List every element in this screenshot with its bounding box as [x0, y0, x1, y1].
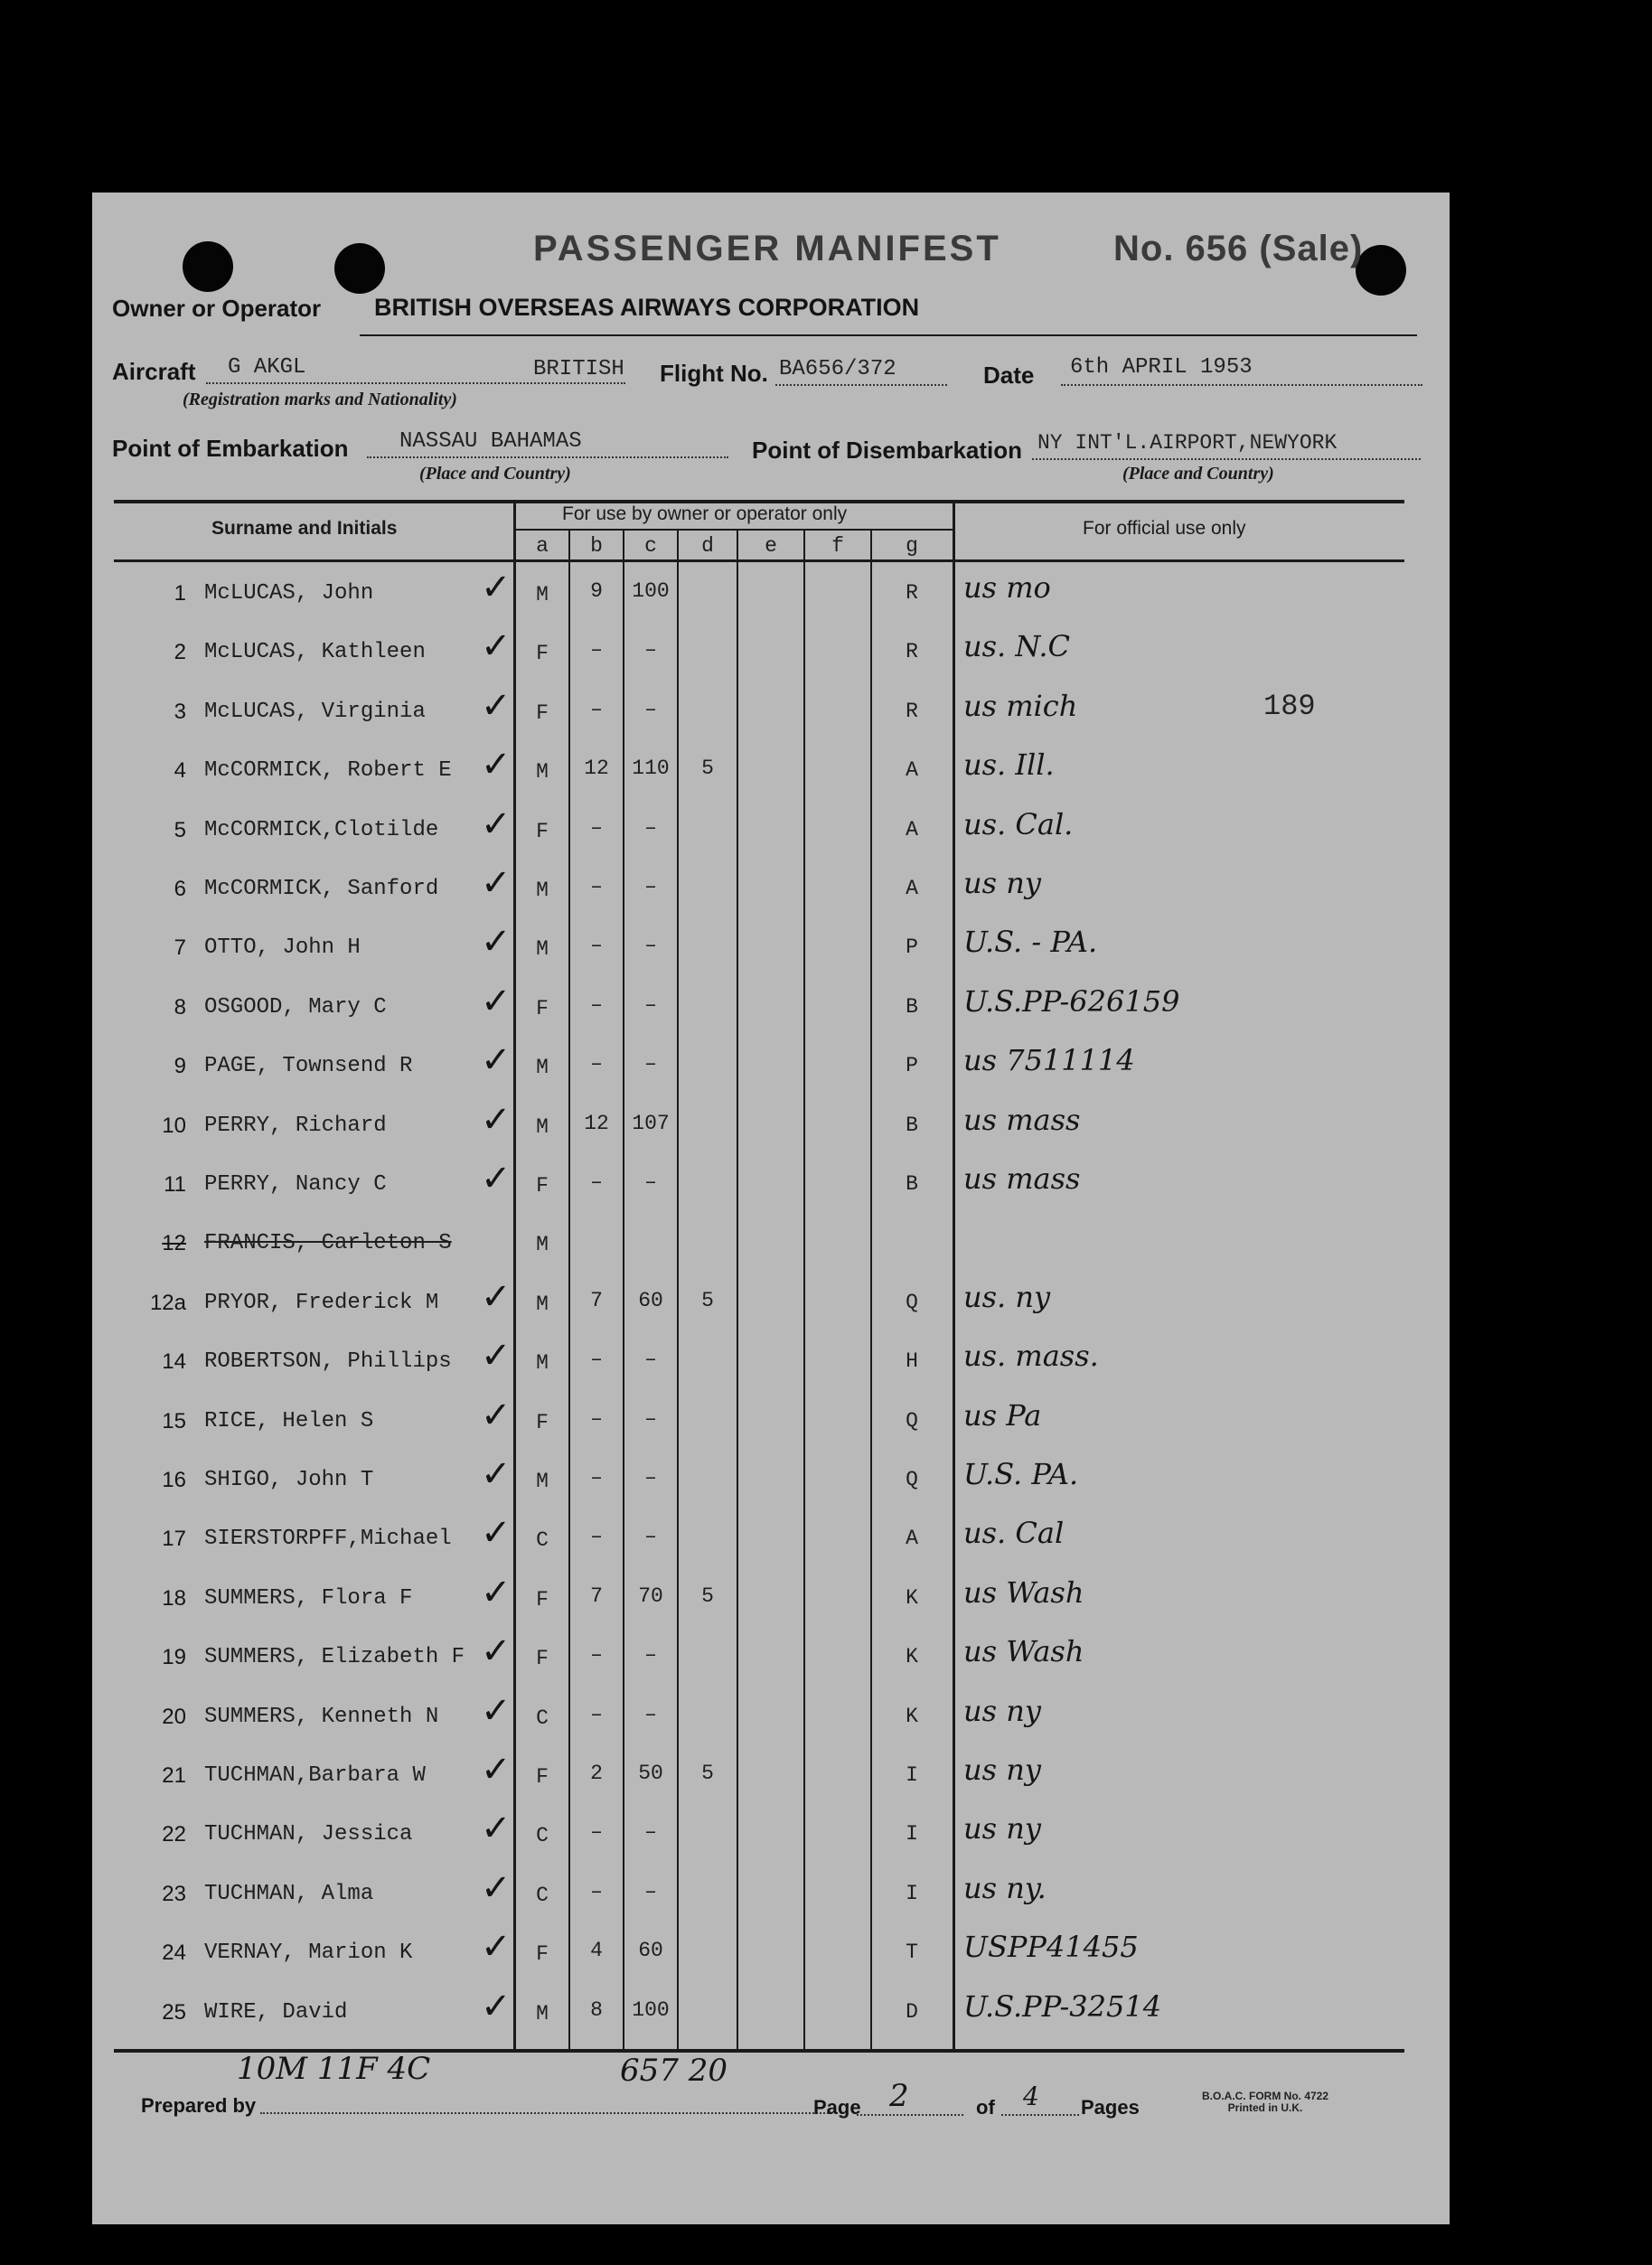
- cell-c: 110: [632, 757, 670, 780]
- cell-sex: C: [536, 1824, 549, 1847]
- cell-sex: F: [536, 1174, 549, 1198]
- passenger-name: SIERSTORPFF,Michael: [204, 1527, 452, 1551]
- passenger-name: TUCHMAN,Barbara W: [204, 1763, 426, 1788]
- cell-sex: F: [536, 997, 549, 1020]
- cell-b: 4: [590, 1939, 603, 1962]
- row-number: 10: [162, 1114, 186, 1138]
- official-note: us. mass.: [963, 1339, 1099, 1373]
- official-note: U.S. PA.: [963, 1457, 1079, 1491]
- cell-b: 2: [590, 1762, 603, 1785]
- cell-sex: C: [536, 1528, 549, 1552]
- cell-c: 60: [638, 1289, 663, 1312]
- cell-sex: F: [536, 1942, 549, 1966]
- passenger-name: WIRE, David: [204, 2000, 348, 2025]
- passenger-name: TUCHMAN, Alma: [204, 1882, 374, 1906]
- cell-b: 7: [590, 1289, 603, 1312]
- check-mark-icon: ✓: [481, 1867, 512, 1909]
- embarkation-label: Point of Embarkation: [112, 435, 349, 462]
- official-note: us mich: [963, 689, 1078, 723]
- cell-g: A: [906, 818, 918, 841]
- check-mark-icon: ✓: [481, 1335, 512, 1377]
- cell-g: I: [906, 1763, 918, 1787]
- row-number: 5: [174, 818, 186, 842]
- passenger-name: RICE, Helen S: [204, 1409, 374, 1433]
- cell-sex: M: [536, 2002, 549, 2025]
- cell-b: –: [590, 1348, 603, 1371]
- cell-b: 8: [590, 1998, 603, 2022]
- cell-c: –: [644, 638, 657, 662]
- cell-sex: M: [536, 760, 549, 784]
- cell-g: A: [906, 877, 918, 900]
- pages-label: Pages: [1081, 2096, 1140, 2119]
- cell-g: R: [906, 581, 918, 605]
- passenger-name: McCORMICK, Sanford: [204, 877, 439, 901]
- official-note: us Pa: [963, 1398, 1042, 1433]
- row-number: 8: [174, 995, 186, 1020]
- of-line: [1001, 2114, 1079, 2116]
- cell-c: –: [644, 993, 657, 1017]
- cell-sex: C: [536, 1706, 549, 1730]
- date-underline: [1061, 384, 1422, 386]
- passenger-name: OTTO, John H: [204, 935, 361, 960]
- official-note: us ny.: [963, 1871, 1047, 1905]
- col-divider: [803, 531, 805, 2051]
- passenger-name: PRYOR, Frederick M: [204, 1291, 439, 1315]
- official-note: us ny: [963, 866, 1041, 900]
- cell-c: –: [644, 1820, 657, 1844]
- check-mark-icon: ✓: [481, 1395, 512, 1436]
- cell-b: 12: [584, 757, 609, 780]
- form-line-1: B.O.A.C. FORM No. 4722: [1202, 2090, 1329, 2102]
- passenger-name: OSGOOD, Mary C: [204, 995, 387, 1020]
- passenger-name: McCORMICK,Clotilde: [204, 818, 439, 842]
- row-number: 11: [164, 1172, 186, 1197]
- official-note: us. Cal.: [963, 807, 1074, 841]
- cell-b: –: [590, 934, 603, 957]
- passenger-name: SUMMERS, Flora F: [204, 1586, 413, 1611]
- cell-sex: F: [536, 642, 549, 665]
- row-number: 12a: [149, 1291, 186, 1315]
- form-number: [1202, 2091, 1328, 2114]
- row-number: 12: [162, 1231, 186, 1255]
- passenger-name: FRANCIS, Carleton S: [204, 1231, 452, 1255]
- row-number: 22: [162, 1822, 186, 1847]
- row-number: 16: [162, 1468, 186, 1492]
- cell-g: T: [906, 1941, 918, 1964]
- cell-g: B: [906, 1114, 918, 1137]
- cell-b: –: [590, 1407, 603, 1431]
- margin-note: 189: [1263, 690, 1316, 723]
- cell-g: I: [906, 1882, 918, 1905]
- form-line-2: Printed in U.K.: [1227, 2101, 1303, 2114]
- date-label: Date: [983, 362, 1035, 389]
- cell-c: –: [644, 875, 657, 898]
- cell-d: 5: [701, 1289, 714, 1312]
- cell-sex: M: [536, 879, 549, 902]
- tally-note: 10M 11F 4C: [237, 2051, 431, 2087]
- punch-hole-center: [334, 243, 385, 294]
- cell-b: –: [590, 638, 603, 662]
- check-mark-icon: ✓: [481, 1572, 512, 1613]
- owner-underline: [360, 334, 1417, 336]
- check-mark-icon: ✓: [481, 1986, 512, 2027]
- cell-b: –: [590, 1643, 603, 1667]
- passenger-name: VERNAY, Marion K: [204, 1941, 413, 1965]
- check-mark-icon: ✓: [481, 744, 512, 785]
- cell-c: –: [644, 1407, 657, 1431]
- check-mark-icon: ✓: [481, 1690, 512, 1732]
- cell-g: A: [906, 1527, 918, 1550]
- row-number: 2: [174, 640, 186, 664]
- date-value: 6th APRIL 1953: [1070, 355, 1253, 380]
- official-note: U.S. - PA.: [963, 925, 1098, 959]
- cell-sex: M: [536, 1292, 549, 1316]
- official-note: us ny: [963, 1753, 1041, 1787]
- cell-g: Q: [906, 1468, 918, 1491]
- cell-sex: C: [536, 1884, 549, 1907]
- cell-c: 107: [632, 1112, 670, 1135]
- cell-b: –: [590, 1525, 603, 1548]
- cell-c: –: [644, 1643, 657, 1667]
- row-number: 9: [174, 1054, 186, 1078]
- passenger-name: SHIGO, John T: [204, 1468, 374, 1492]
- cell-c: 60: [638, 1939, 663, 1962]
- passenger-name: McLUCAS, John: [204, 581, 374, 606]
- passenger-name: SUMMERS, Kenneth N: [204, 1705, 439, 1729]
- cell-sex: F: [536, 1765, 549, 1789]
- of-value: 4: [1023, 2082, 1039, 2111]
- official-note: us. N.C: [963, 629, 1070, 663]
- subcol-g: g: [906, 534, 918, 558]
- punch-hole-left: [183, 241, 233, 292]
- check-mark-icon: ✓: [481, 862, 512, 904]
- row-number: 1: [174, 581, 186, 606]
- official-note: us. Cal: [963, 1516, 1065, 1550]
- official-note: us Wash: [963, 1634, 1084, 1668]
- manifest-number: No. 656 (Sale): [1113, 229, 1364, 268]
- cell-c: –: [644, 1880, 657, 1903]
- row-number: 24: [162, 1941, 186, 1965]
- of-label: of: [976, 2096, 995, 2119]
- cell-sex: M: [536, 1470, 549, 1493]
- cell-b: –: [590, 1703, 603, 1726]
- check-mark-icon: ✓: [481, 981, 512, 1022]
- cell-g: D: [906, 2000, 918, 2024]
- cell-g: K: [906, 1705, 918, 1728]
- cell-sex: M: [536, 1115, 549, 1139]
- passenger-name: PERRY, Richard: [204, 1114, 387, 1138]
- official-note: us. Ill.: [963, 747, 1055, 782]
- page-value: 2: [889, 2078, 909, 2114]
- cell-c: –: [644, 934, 657, 957]
- check-mark-icon: ✓: [481, 1453, 512, 1495]
- aircraft-sublabel: (Registration marks and Nationality): [183, 390, 457, 409]
- flight-underline: [775, 384, 947, 386]
- official-note: USPP41455: [963, 1930, 1139, 1964]
- cell-sex: F: [536, 1411, 549, 1434]
- cell-c: 100: [632, 1998, 670, 2022]
- col-divider: [953, 500, 955, 2051]
- cell-c: –: [644, 698, 657, 721]
- cell-g: B: [906, 1172, 918, 1196]
- cell-g: H: [906, 1349, 918, 1373]
- cell-sex: M: [536, 1056, 549, 1079]
- passenger-name: McCORMICK, Robert E: [204, 758, 452, 783]
- check-mark-icon: ✓: [481, 1631, 512, 1672]
- row-number: 20: [162, 1705, 186, 1729]
- subcol-c: c: [644, 534, 657, 558]
- official-note: us ny: [963, 1694, 1041, 1728]
- cell-c: –: [644, 1170, 657, 1194]
- col-header-surname: Surname and Initials: [211, 518, 398, 539]
- row-number: 14: [162, 1349, 186, 1374]
- cell-b: –: [590, 1466, 603, 1490]
- cell-d: 5: [701, 1584, 714, 1608]
- prepared-by-line: [260, 2112, 831, 2114]
- check-mark-icon: ✓: [481, 1926, 512, 1968]
- cell-c: –: [644, 1466, 657, 1490]
- col-header-owner-use: For use by owner or operator only: [562, 503, 848, 524]
- check-mark-icon: ✓: [481, 1158, 512, 1199]
- punch-hole-right: [1356, 245, 1406, 296]
- aircraft-registration: G AKGL: [228, 355, 306, 380]
- cell-c: –: [644, 816, 657, 840]
- owner-value: BRITISH OVERSEAS AIRWAYS CORPORATION: [374, 294, 920, 321]
- page-line: [857, 2114, 963, 2116]
- cell-b: –: [590, 875, 603, 898]
- cell-b: –: [590, 1820, 603, 1844]
- flight-label: Flight No.: [660, 360, 768, 387]
- aircraft-nationality: BRITISH: [533, 357, 624, 381]
- cell-sex: F: [536, 1588, 549, 1612]
- row-number: 3: [174, 700, 186, 724]
- row-number: 25: [162, 2000, 186, 2025]
- check-mark-icon: ✓: [481, 625, 512, 667]
- cell-sex: M: [536, 1351, 549, 1375]
- cell-c: 100: [632, 579, 670, 603]
- page-label: Page: [813, 2096, 861, 2119]
- cell-g: R: [906, 640, 918, 663]
- cell-b: –: [590, 1880, 603, 1903]
- cell-c: 50: [638, 1762, 663, 1785]
- cell-sex: F: [536, 820, 549, 843]
- cell-b: –: [590, 1170, 603, 1194]
- official-note: U.S.PP-32514: [963, 1989, 1162, 2024]
- cell-g: B: [906, 995, 918, 1019]
- manifest-sheet: [92, 193, 1450, 2224]
- subcol-e: e: [765, 534, 777, 558]
- cell-g: Q: [906, 1409, 918, 1433]
- cell-c: –: [644, 1052, 657, 1076]
- cell-sex: M: [536, 583, 549, 606]
- cell-g: Q: [906, 1291, 918, 1314]
- official-note: us mass: [963, 1161, 1081, 1196]
- cell-sex: M: [536, 1233, 549, 1256]
- aircraft-label: Aircraft: [112, 358, 196, 385]
- cell-sex: F: [536, 1647, 549, 1670]
- totals-note: 657 20: [620, 2053, 727, 2089]
- official-note: U.S.PP-626159: [963, 984, 1180, 1019]
- row-number: 19: [162, 1645, 186, 1669]
- cell-g: A: [906, 758, 918, 782]
- subcol-b: b: [590, 534, 603, 558]
- cell-g: I: [906, 1822, 918, 1846]
- subcol-f: f: [831, 534, 844, 558]
- passenger-name: SUMMERS, Elizabeth F: [204, 1645, 465, 1669]
- passenger-name: ROBERTSON, Phillips: [204, 1349, 452, 1374]
- embarkation-value: NASSAU BAHAMAS: [399, 429, 582, 454]
- embarkation-underline: [367, 456, 728, 458]
- official-note: us Wash: [963, 1575, 1084, 1610]
- check-mark-icon: ✓: [481, 685, 512, 727]
- check-mark-icon: ✓: [481, 1099, 512, 1141]
- check-mark-icon: ✓: [481, 1808, 512, 1849]
- disembarkation-label: Point of Disembarkation: [752, 437, 1023, 464]
- check-mark-icon: ✓: [481, 1512, 512, 1554]
- col-divider: [513, 500, 516, 2051]
- prepared-by-label: Prepared by: [141, 2094, 257, 2117]
- passenger-name: McLUCAS, Virginia: [204, 700, 426, 724]
- row-number: 7: [174, 935, 186, 960]
- passenger-name: PERRY, Nancy C: [204, 1172, 387, 1197]
- row-number: 6: [174, 877, 186, 901]
- row-number: 15: [162, 1409, 186, 1433]
- cell-c: –: [644, 1525, 657, 1548]
- header-bottom-rule: [114, 559, 1404, 562]
- cell-b: –: [590, 816, 603, 840]
- cell-b: 12: [584, 1112, 609, 1135]
- cell-b: –: [590, 993, 603, 1017]
- cell-g: P: [906, 1054, 918, 1077]
- passenger-name: PAGE, Townsend R: [204, 1054, 413, 1078]
- official-note: us mo: [963, 570, 1051, 605]
- official-note: us. ny: [963, 1280, 1051, 1314]
- col-header-official: For official use only: [1083, 518, 1246, 539]
- row-number: 18: [162, 1586, 186, 1611]
- passenger-name: McLUCAS, Kathleen: [204, 640, 426, 664]
- page-title: PASSENGER MANIFEST: [533, 229, 1001, 268]
- cell-b: –: [590, 1052, 603, 1076]
- cell-c: 70: [638, 1584, 663, 1608]
- cell-g: K: [906, 1645, 918, 1668]
- official-note: us mass: [963, 1103, 1081, 1137]
- disembarkation-value: NY INT'L.AIRPORT,NEWYORK: [1037, 431, 1338, 455]
- check-mark-icon: ✓: [481, 1276, 512, 1318]
- cell-c: –: [644, 1348, 657, 1371]
- aircraft-underline: [206, 382, 625, 384]
- cell-c: –: [644, 1703, 657, 1726]
- cell-g: K: [906, 1586, 918, 1610]
- check-mark-icon: ✓: [481, 1039, 512, 1081]
- official-note: us ny: [963, 1811, 1041, 1846]
- cell-g: P: [906, 935, 918, 959]
- cell-g: R: [906, 700, 918, 723]
- disembarkation-underline: [1032, 458, 1421, 460]
- cell-d: 5: [701, 757, 714, 780]
- check-mark-icon: ✓: [481, 921, 512, 963]
- row-number: 4: [174, 758, 186, 783]
- disembarkation-sublabel: (Place and Country): [1122, 464, 1274, 484]
- passenger-name: TUCHMAN, Jessica: [204, 1822, 413, 1847]
- subcol-d: d: [701, 534, 714, 558]
- cell-b: –: [590, 698, 603, 721]
- cell-b: 7: [590, 1584, 603, 1608]
- owner-use-rule: [515, 529, 953, 531]
- check-mark-icon: ✓: [481, 567, 512, 608]
- owner-label: Owner or Operator: [112, 295, 322, 322]
- cell-sex: F: [536, 701, 549, 725]
- cell-sex: M: [536, 937, 549, 961]
- row-number: 21: [162, 1763, 186, 1788]
- check-mark-icon: ✓: [481, 1749, 512, 1790]
- flight-number: BA656/372: [779, 357, 896, 381]
- embarkation-sublabel: (Place and Country): [419, 464, 571, 484]
- subcol-a: a: [536, 534, 549, 558]
- official-note: us 7511114: [963, 1043, 1135, 1077]
- row-number: 17: [162, 1527, 186, 1551]
- check-mark-icon: ✓: [481, 804, 512, 845]
- cell-b: 9: [590, 579, 603, 603]
- row-number: 23: [162, 1882, 186, 1906]
- cell-d: 5: [701, 1762, 714, 1785]
